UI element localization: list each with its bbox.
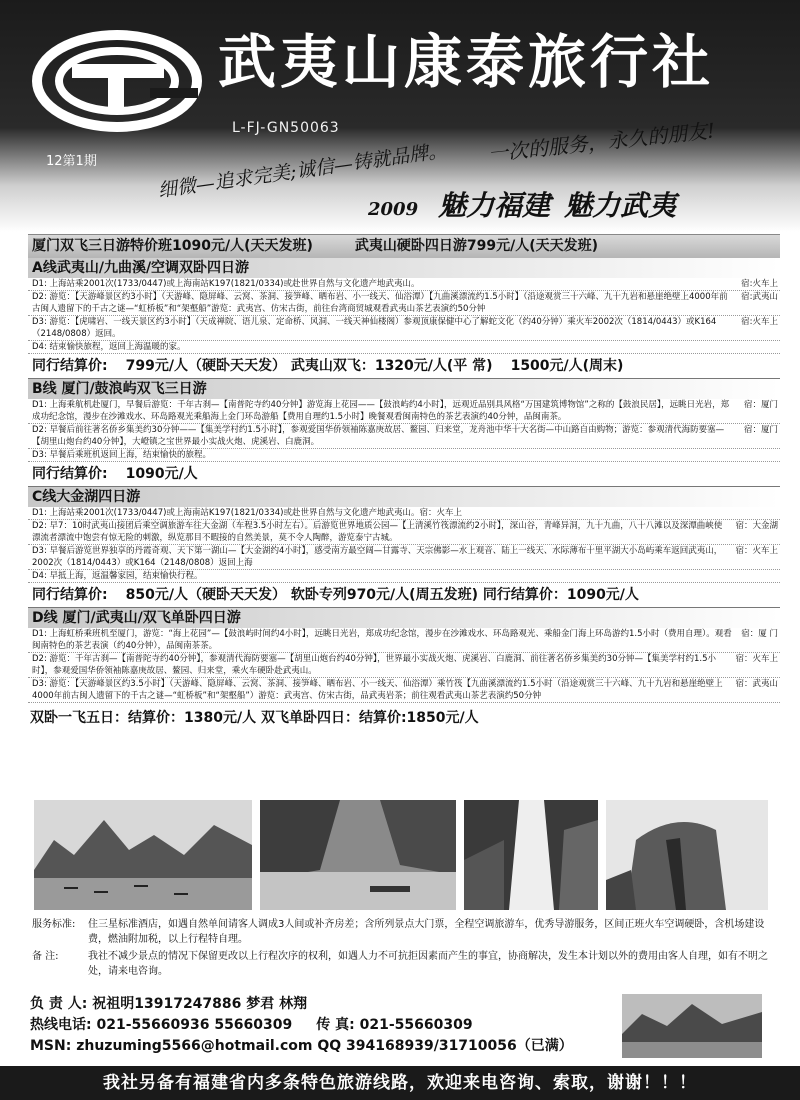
river-rafting-photo (34, 800, 252, 910)
day-label: D2: (32, 654, 47, 664)
price-label: 同行结算价: (32, 587, 108, 603)
itinerary-day (28, 291, 780, 316)
stay-location: 宿:武夷山 (741, 292, 778, 302)
price-extra: 1500元/人(周末) (510, 358, 624, 374)
manager-row (30, 994, 610, 1015)
day-text: 游览：千年古刹—【南普陀寺约40分钟】，参观清代海防要塞—【胡里山炮台约40分钟】，世界最小实战火炮、虎溪岩、白鹿洞、前往著名侨乡集美约30分钟—【集美学村约1.5小时】，参观爱国华侨领袖陈嘉庚故居、鳌园、归来堂，乘火车硬卧赴武夷山。 (32, 654, 717, 676)
day-text: 早餐后乘班机返回上海，结束愉快的旅程。 (49, 450, 212, 460)
itinerary-day (28, 520, 780, 545)
day-label: D3: (32, 317, 47, 327)
day-text: 早餐后游览世界独享的丹霞奇观、天下第一湖山—【大金湖约4小时】，感受南方最空阔—甘露寺、天宗佛影—水上观音、陆上一线天、水际薄布十里平湖大小岛屿乘车返回武夷山，2002次（1814/0443）或K164（2148/0808）返回上海 (32, 546, 723, 568)
day-label: D2: (32, 425, 47, 435)
price-line (28, 354, 780, 379)
day-text: 游览：【天游峰景区约3.5小时】（天游峰、隐屏峰、云窝、茶洞、接笋峰、晒布岩、小一线天、仙浴潭）乘竹筏【九曲溪漂流约1.5小时（沿途观赏三十六峰、九十九岩和悬崖绝壁上4000年前古闽人遗留下的千古之谜—“虹桥板”和“架壑船”）游览：武夷宫、仿宋古街，品武夷岩茶；前往观看武夷山茶艺表演约50分钟 (32, 679, 723, 701)
fax-label: 传 真: (316, 1017, 355, 1033)
day-label: D3: (32, 450, 47, 460)
day-text: 结束愉快旅程，返回上海温暖的家。 (49, 342, 186, 352)
hotline-label: 热线电话: (30, 1017, 92, 1033)
day-text: 上海站乘2001次(1733/0447)或上海南站K197(1821/0334)或赴世界自然与文化遗产地武夷山。 (49, 279, 420, 289)
theme-year: 2009 (368, 199, 419, 220)
stay-location: 宿:火车上 (741, 317, 778, 327)
day-text: 上海站乘2001次(1733/0447)或上海南站K197(1821/0334)或赴世界自然与文化遗产地武夷山。宿：火车上 (49, 508, 462, 518)
msn-value: zhuzuming5566@hotmail.com QQ 394168939/31710056（已满） (76, 1038, 573, 1054)
price-extra: 武夷山双飞：1320元/人(平 常) (290, 358, 493, 374)
stay-location: 宿：厦门 (743, 425, 778, 435)
fax-value: 021-55660309 (359, 1017, 473, 1033)
day-label: D1: (32, 400, 47, 410)
theme-wuyi: 魅力武夷 (564, 189, 677, 222)
price-line (28, 462, 780, 487)
route-title: C线大金湖四日游 (28, 487, 780, 507)
itinerary-day (28, 316, 780, 341)
route-title: D线 厦门/武夷山/双飞单卧四日游 (28, 608, 780, 628)
day-label: D2: (32, 292, 47, 302)
hotline-row (30, 1015, 610, 1036)
ct-logo-icon (32, 28, 202, 134)
combo-price: 双卧一飞五日：结算价：1380元/人 双飞单卧四日：结算价:1850元/人 (30, 710, 479, 726)
price-extra: 同行结算价：1090元/人 (482, 587, 639, 603)
itinerary-section (28, 234, 780, 733)
itinerary-day (28, 545, 780, 570)
day-label: D3: (32, 679, 47, 689)
route-d (28, 608, 780, 703)
waterfall-photo (464, 800, 598, 910)
price-extra: 软卧专列970元/人(周五发班) (290, 587, 478, 603)
offer-wuyishan: 武夷山硬卧四日游799元/人(天天发班) (354, 238, 599, 254)
contact-block (30, 994, 610, 1057)
rock-peak-photo (606, 800, 768, 910)
price-value: 799元/人（硬卧天天发） (125, 358, 286, 374)
theme-title (368, 184, 676, 224)
manager-label: 负 责 人: (30, 996, 88, 1012)
stay-location: 宿：火车上 (735, 546, 778, 556)
theme-fujian: 魅力福建 (438, 189, 551, 222)
day-label: D4: (32, 342, 47, 352)
price-value: 1090元/人 (125, 466, 198, 482)
itinerary-day (28, 628, 780, 653)
day-label: D1: (32, 629, 47, 639)
stay-location: 宿：厦门 (743, 400, 778, 410)
price-label: 同行结算价: (32, 358, 108, 374)
slogan-quality: 细微—追求完美;诚信—铸就品牌。 (156, 139, 449, 202)
service-standard (30, 916, 780, 948)
itinerary-day (28, 399, 780, 424)
slogan-service: 一次的服务，永久的朋友! (486, 118, 717, 166)
bamboo-raft-photo (260, 800, 456, 910)
day-text: 游览：【虎啸岩、一线天景区约3小时】（天成禅院、语儿泉、定命桥、风洞、一线天神仙楼阁）参观顶康保健中心了解蛇文化（约40分钟）乘火车2002次（1814/0443）或K164（2148/0808）返回。 (32, 317, 717, 339)
price-line (28, 583, 780, 608)
note-value: 我社不减少景点的情况下保留更改以上行程次序的权利，如遇人力不可抗拒因素而产生的事宜，协商解决，发生本计划以外的费用由客人自理，如有不明之处，请来电咨询。 (88, 951, 768, 977)
day-label: D4: (32, 571, 47, 581)
headline-offers (28, 234, 780, 258)
price-label: 同行结算价: (32, 466, 108, 482)
note-key: 服务标准: (32, 919, 76, 930)
stay-location: 宿：火车上 (735, 654, 778, 664)
itinerary-day (28, 449, 780, 462)
landscape-photo (622, 994, 762, 1058)
day-text: 上海乘航机赴厦门，早餐后游览：千年古刹—【南普陀寺约40分钟】游览海上花园——【鼓浪屿约4小时】，远观近品别具风格“万国建筑博物馆”之称的【鼓浪民居】，远眺日光岩，郑成功纪念馆，漫步在沙滩戏水、环岛路观光乘船海上金门环岛游船【费用自理约1.5小时】晚餐观看闽南特色的茶艺表演约40分钟，品闽南茶。 (32, 400, 730, 422)
msn-row (30, 1036, 610, 1057)
header-banner (0, 0, 800, 232)
agency-name: 武夷山康泰旅行社 (218, 28, 715, 96)
itinerary-day (28, 278, 780, 291)
license-number: L-FJ-GN50063 (232, 120, 340, 136)
scenery-photos (34, 800, 768, 910)
itinerary-day (28, 424, 780, 449)
itinerary-day (28, 570, 780, 583)
price-value: 850元/人（硬卧天天发） (125, 587, 286, 603)
stay-location: 宿:火车上 (741, 279, 778, 289)
day-label: D3: (32, 546, 47, 556)
stay-location: 宿：大金湖 (735, 521, 778, 531)
day-label: D1: (32, 508, 47, 518)
hotline-value: 021-55660936 55660309 (96, 1017, 293, 1033)
terms-notes (30, 916, 780, 980)
issue-number: 12第1期 (46, 154, 97, 169)
route-b (28, 379, 780, 487)
manager-value: 祝祖明13917247886 梦君 林翔 (92, 996, 308, 1012)
day-text: 早餐后前往著名侨乡集美约30分钟——【集美学村约1.5小时】，参观爱国华侨领袖陈嘉庚故居、鳌园、归来堂，龙舟池中华十大名街—中山路自由购物；游览：参观清代海防要塞—【胡里山炮台约40分钟】，大嶝镇之宝世界最小实战火炮、虎溪岩、白鹿洞。 (32, 425, 725, 447)
itinerary-day (28, 653, 780, 678)
route-c (28, 487, 780, 608)
msn-label: MSN: (30, 1038, 72, 1054)
day-text: 上海虹桥乘班机至厦门，游览：“海上花园”—【鼓浪屿时间约4小时】，远眺日光岩，郑成功纪念馆，漫步在沙滩戏水、环岛路观光、乘船金门海上环岛游约1.5小时（费用自理）。观看闽南特色的茶艺表演（约40分钟），品闽南茶茶。 (32, 629, 732, 651)
route-title: B线 厦门/鼓浪屿双飞三日游 (28, 379, 780, 399)
day-text: 早7：10时武夷山接团后乘空调旅游车往大金湖（车程3.5小时左右）。后游览世界地质公园—【上清溪竹筏漂流约2小时】，深山谷，青峰异洞，九十九曲，八十八滩以及深潭曲峡使漂流者漂流中饱尝有惊无险的刺激，纵览那目不暇接的自然美景，莫不令人陶醉，游览泰宁古城。 (32, 521, 723, 543)
footer-banner: 我社另备有福建省内多条特色旅游线路，欢迎来电咨询、索取，谢谢！！！ (0, 1066, 800, 1100)
stay-location: 宿：武夷山 (735, 679, 778, 689)
remarks (30, 948, 780, 980)
itinerary-day (28, 678, 780, 703)
day-text: 早抵上海，返温馨家园，结束愉快行程。 (49, 571, 203, 581)
offer-xiamen: 厦门双飞三日游特价班1090元/人(天天发班) (32, 238, 313, 254)
route-title: A线武夷山/九曲溪/空调双卧四日游 (28, 258, 780, 278)
itinerary-day (28, 341, 780, 354)
route-a (28, 258, 780, 379)
day-text: 游览：【天游峰景区约3小时】（天游峰、隐屏峰、云窝、茶洞、接笋峰、晒布岩、小一线天、仙浴潭）【九曲溪漂流约1.5小时】（沿途观赏三十六峰、九十九岩和悬崖绝壁上4000年前古闽人遗留下的千古之谜—“虹桥板”和“架壑船”游览：武夷宫、仿宋古街，前往台湾商贸城观看武夷山茶艺表演约50分钟 (32, 292, 728, 314)
day-label: D1: (32, 279, 47, 289)
itinerary-day (28, 507, 780, 520)
stay-location: 宿：厦 门 (741, 629, 778, 639)
note-value: 住三星标准酒店，如遇自然单间请客人调成3人间或补齐房差；含所列景点大门票，全程空调旅游车，优秀导游服务，区间正班火车空调硬卧，含机场建设费，燃油附加税，以上行程特自理。 (88, 919, 765, 945)
note-key: 备 注: (32, 951, 59, 962)
day-label: D2: (32, 521, 47, 531)
